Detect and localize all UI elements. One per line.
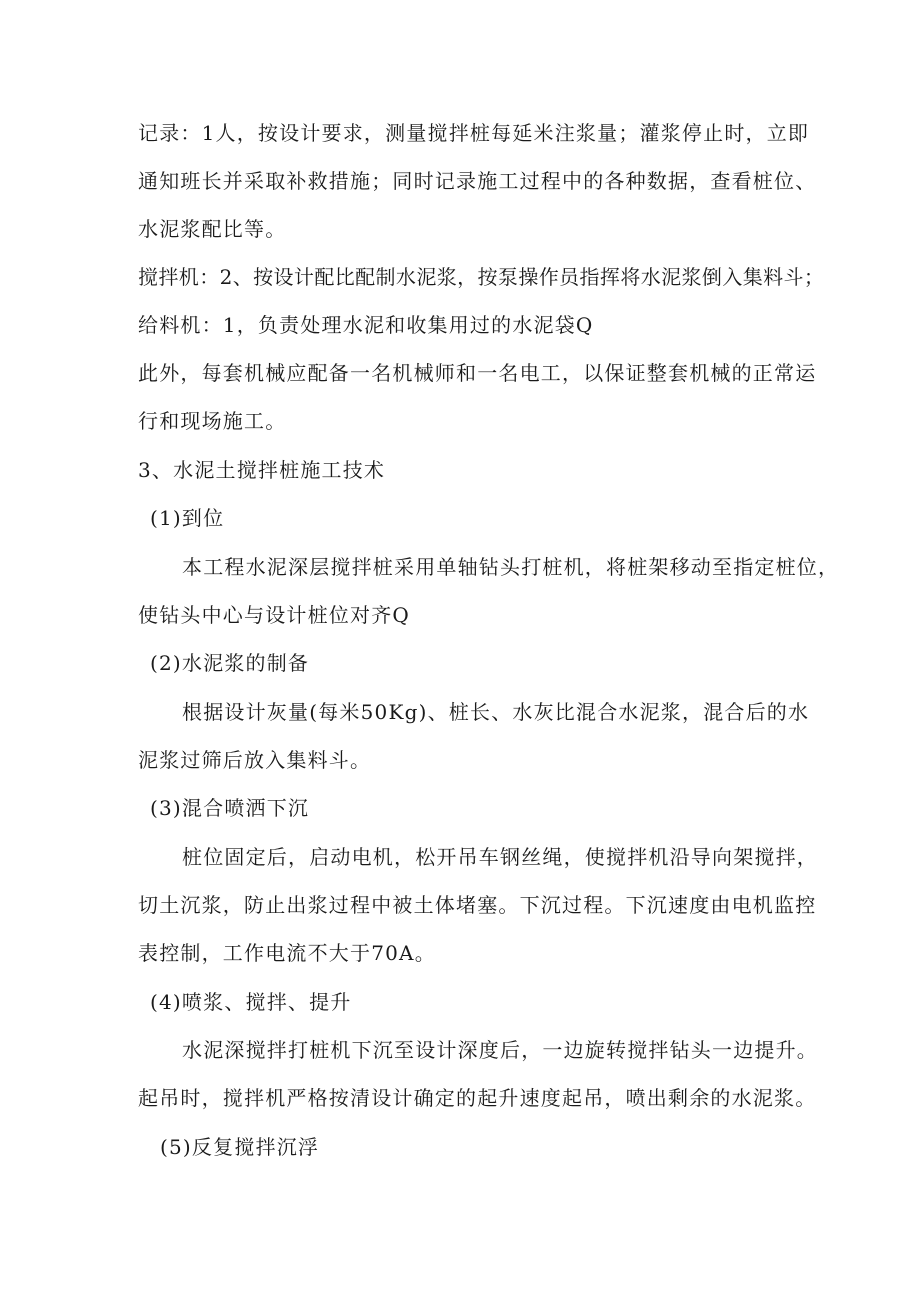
paragraph-4-line-1: 水泥深搅拌打桩机下沉至设计深度后，一边旋转搅拌钻头一边提升。 — [182, 1038, 818, 1062]
paragraph-3-line-3: 表控制，工作电流不大于70A。 — [138, 941, 436, 965]
paragraph-3-line-1: 桩位固定后，启动电机，松开吊车钢丝绳，使搅拌机沿导向架搅拌， — [182, 845, 818, 869]
subheading-2: (2)水泥浆的制备 — [150, 651, 310, 675]
paragraph-2-line-1: 根据设计灰量(每米50Kg)、桩长、水灰比混合水泥浆，混合后的水 — [182, 700, 810, 724]
text-line-1: 记录：1人，按设计要求，测量搅拌桩每延米注浆量；灌浆停止时，立即 — [138, 121, 810, 145]
subheading-3: (3)混合喷洒下沉 — [150, 796, 310, 820]
text-line-3: 水泥浆配比等。 — [138, 217, 287, 241]
subheading-5: (5)反复搅拌沉浮 — [160, 1135, 320, 1159]
text-line-6: 此外，每套机械应配备一名机械师和一名电工，以保证整套机械的正常运 — [138, 361, 817, 385]
paragraph-1-line-1: 本工程水泥深层搅拌桩采用单轴钻头打桩机，将桩架移动至指定桩位， — [182, 555, 840, 579]
text-line-4: 搅拌机：2、按设计配比配制水泥浆，按泵操作员指挥将水泥浆倒入集料斗； — [138, 265, 825, 289]
paragraph-3-line-2: 切土沉浆，防止出浆过程中被土体堵塞。下沉过程。下沉速度由电机监控 — [138, 893, 817, 917]
paragraph-1-line-2: 使钻头中心与设计桩位对齐Q — [138, 603, 410, 627]
subheading-1: (1)到位 — [150, 506, 225, 530]
text-line-7: 行和现场施工。 — [138, 409, 287, 433]
text-line-2: 通知班长并采取补救措施；同时记录施工过程中的各种数据，查看桩位、 — [138, 169, 817, 193]
section-heading: 3、水泥土搅拌桩施工技术 — [138, 458, 386, 482]
subheading-4: (4)喷浆、搅拌、提升 — [150, 990, 352, 1014]
text-line-5: 给料机：1，负责处理水泥和收集用过的水泥袋Q — [138, 313, 594, 337]
paragraph-2-line-2: 泥浆过筛后放入集料斗。 — [138, 748, 372, 772]
paragraph-4-line-2: 起吊时，搅拌机严格按清设计确定的起升速度起吊，喷出剩余的水泥浆。 — [138, 1086, 817, 1110]
